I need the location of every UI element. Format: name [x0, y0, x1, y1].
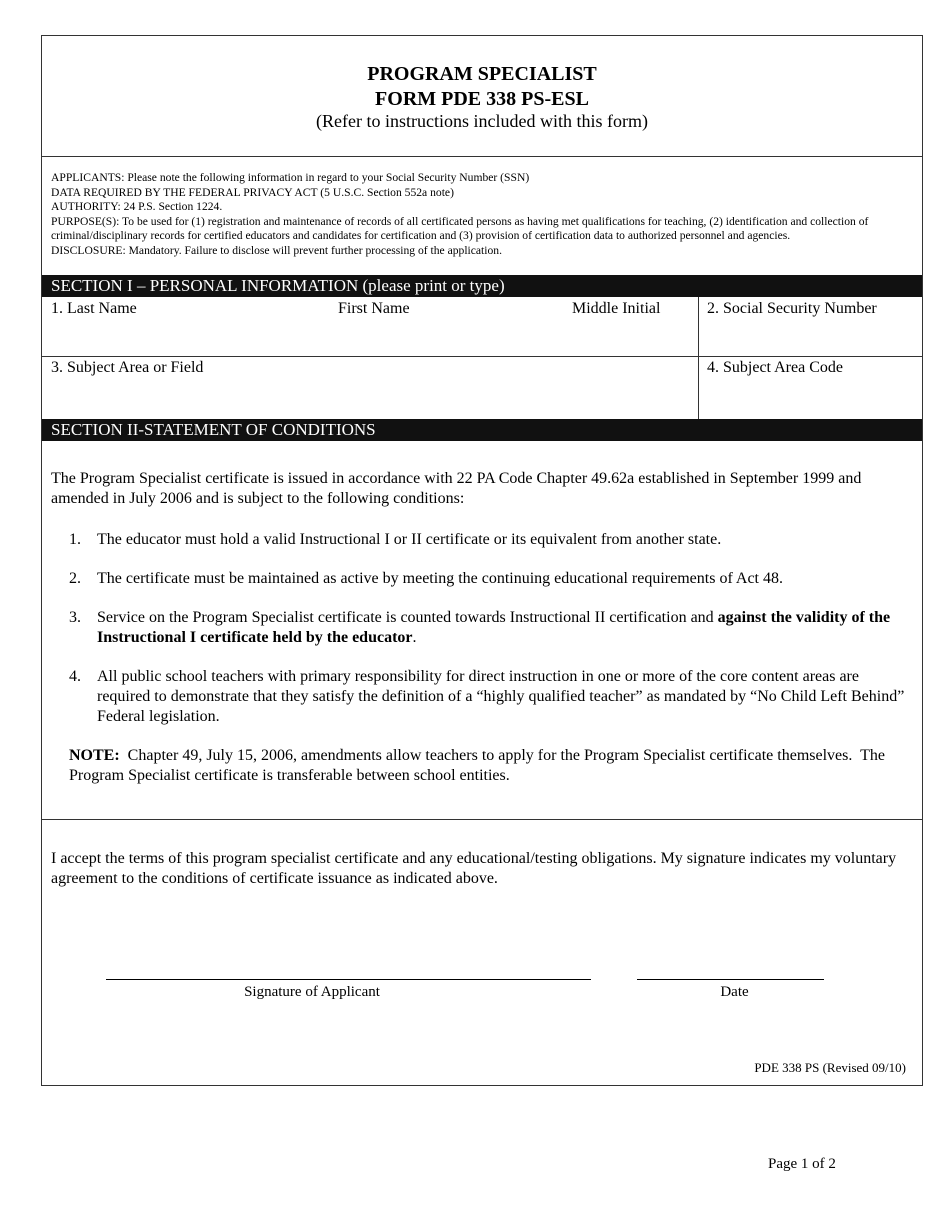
note-label: NOTE: — [69, 747, 120, 764]
page-number: Page 1 of 2 — [768, 1156, 836, 1172]
section-2-heading: SECTION II-STATEMENT OF CONDITIONS — [42, 419, 922, 441]
privacy-applicants: APPLICANTS: Please note the following information in regard to your Social Security Number (SSN) — [51, 171, 530, 184]
form-subtitle: (Refer to instructions included with this form) — [316, 111, 648, 131]
condition-text-tail: . — [412, 629, 417, 646]
form-revision-id: PDE 338 PS (Revised 09/10) — [754, 1060, 906, 1075]
condition-text-plain: Service on the Program Specialist certificate is counted towards Instructional II certification and — [97, 609, 718, 626]
condition-number: 2. — [69, 570, 81, 587]
date-line[interactable] — [637, 979, 824, 980]
section-divider — [42, 819, 922, 820]
condition-text: The educator must hold a valid Instructional I or II certificate or its equivalent from another state. — [97, 531, 722, 548]
middle-initial-label: Middle Initial — [572, 300, 661, 317]
signature-line[interactable] — [106, 979, 591, 980]
note-text: Chapter 49, July 15, 2006, amendments allow teachers to apply for the Program Specialist certificate themselves. The Program Specialist certificate is transferable between school entities. — [69, 747, 889, 784]
ssn-label: 2. Social Security Number — [707, 300, 877, 317]
condition-text: The certificate must be maintained as active by meeting the continuing educational requirements of Act 48. — [97, 570, 783, 587]
first-name-label: First Name — [338, 300, 410, 317]
subject-code-label: 4. Subject Area Code — [707, 359, 843, 376]
condition-number: 3. — [69, 609, 81, 626]
form-title: PROGRAM SPECIALIST — [367, 63, 597, 85]
section-1-heading: SECTION I – PERSONAL INFORMATION (please print or type) — [42, 275, 922, 297]
privacy-data-required: DATA REQUIRED BY THE FEDERAL PRIVACY ACT (5 U.S.C. Section 552a note) — [51, 185, 454, 199]
privacy-notice — [51, 171, 917, 258]
personal-info-row — [42, 297, 922, 357]
field-divider — [698, 297, 699, 419]
form-header — [42, 36, 922, 157]
condition-text: All public school teachers with primary responsibility for direct instruction in one or more of the core content areas are required to demonstrate that they satisfy the definition of a “highly qualified teacher” as mandated by “No Child Left Behind” Federal legislation. — [97, 668, 905, 725]
privacy-disclosure: DISCLOSURE: Mandatory. Failure to disclose will prevent further processing of the application. — [51, 243, 502, 257]
conditions-statement — [51, 469, 917, 784]
privacy-authority: AUTHORITY: 24 P.S. Section 1224. — [51, 200, 223, 213]
condition-text-bold: against the validity of the Instructional I certificate held by the educator — [97, 609, 891, 646]
signature-label: Signature of Applicant — [244, 984, 380, 1000]
subject-info-row — [42, 357, 922, 419]
condition-number: 1. — [69, 531, 81, 548]
last-name-label: 1. Last Name — [51, 300, 137, 317]
conditions-note — [69, 746, 914, 786]
condition-number: 4. — [69, 668, 81, 685]
condition-text — [97, 608, 914, 648]
form-page — [41, 35, 923, 1086]
form-number: FORM PDE 338 PS-ESL — [375, 88, 589, 110]
subject-area-label: 3. Subject Area or Field — [51, 359, 204, 376]
privacy-purpose: PURPOSE(S): To be used for (1) registration and maintenance of records of all certificated persons as having met qualifications for teaching, (2) identification and collection of criminal/disciplinary records for certified educators and candidates for certification and (3) provision of certification data to authorized personnel and agencies. — [51, 214, 869, 242]
acceptance-statement: I accept the terms of this program specialist certificate and any educational/testing obligations. My signature indicates my voluntary agreement to the conditions of certificate issuance as indicated above. — [51, 850, 897, 887]
date-label: Date — [720, 984, 749, 1000]
conditions-intro: The Program Specialist certificate is issued in accordance with 22 PA Code Chapter 49.62a established in September 1999 and amended in July 2006 and is subject to the following conditions: — [51, 470, 862, 507]
